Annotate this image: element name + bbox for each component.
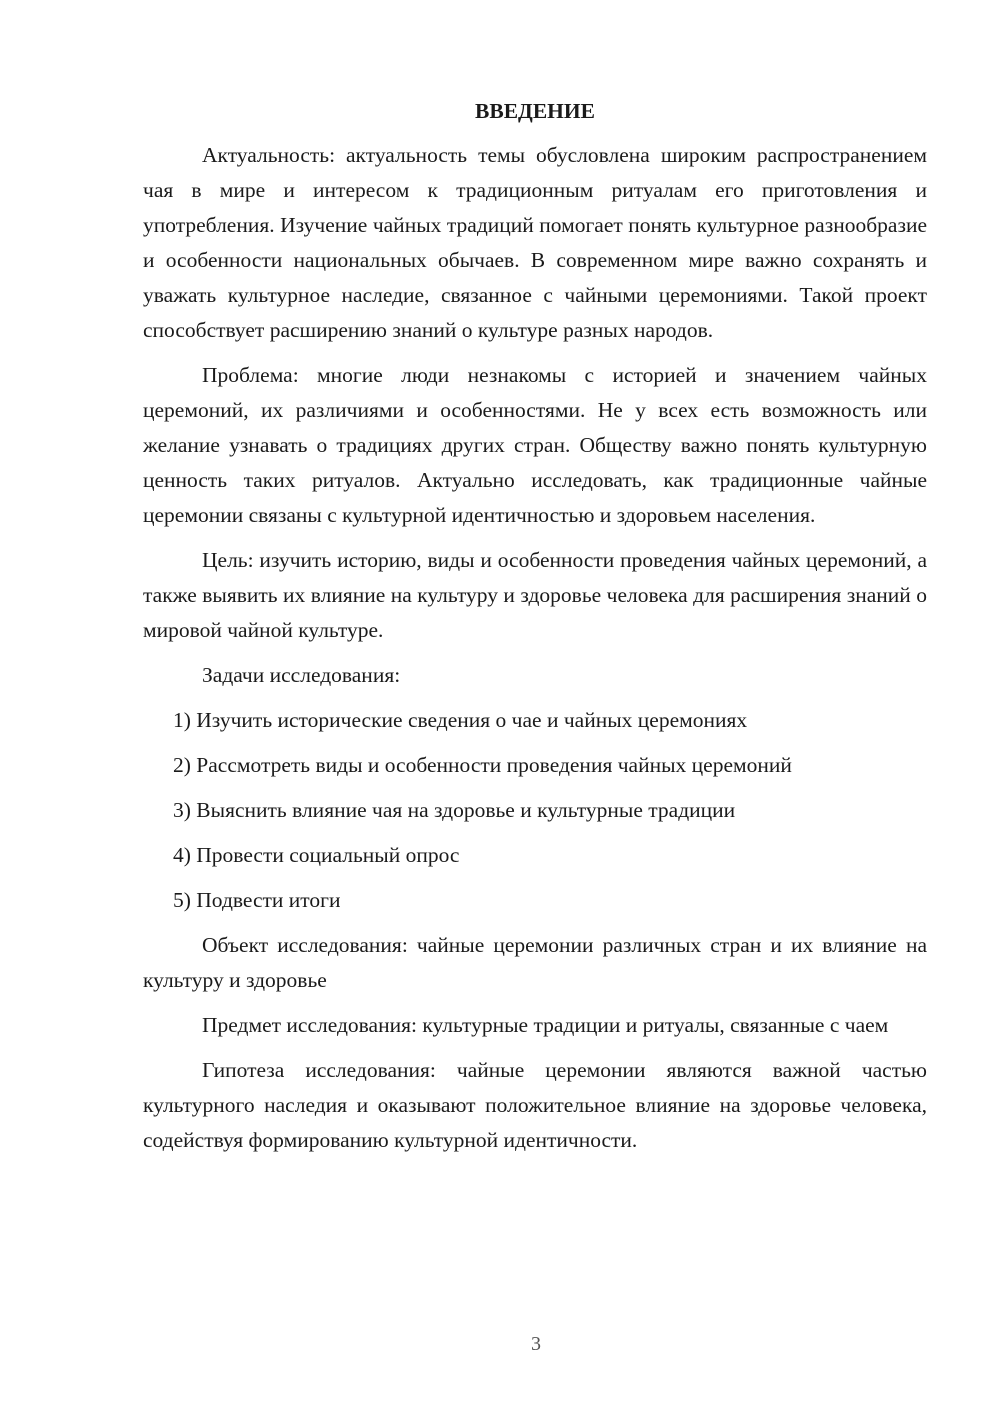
paragraph-goal: Цель: изучить историю, виды и особенности проведения чайных церемоний, а также выявить их влияние на культуру и здоровье человека для расширения знаний о мировой чайной культуре.: [143, 548, 927, 642]
page-content: [143, 96, 927, 1168]
task-item: 4) Провести социальный опрос: [173, 843, 460, 867]
section-heading: ВВЕДЕНИЕ: [475, 99, 595, 123]
paragraph-relevance: Актуальность: актуальность темы обусловлена широким распространением чая в мире и интересом к традиционным ритуалам его приготовления и употребления. Изучение чайных традиций помогает понять культурное разнообразие и особенности национальных обычаев. В современном мире важно сохранять и уважать культурное наследие, связанное с чайными церемониями. Такой проект способствует расширению знаний о культуре разных народов.: [143, 143, 927, 342]
tasks-label: Задачи исследования:: [202, 663, 401, 687]
paragraph-hypothesis: Гипотеза исследования: чайные церемонии являются важной частью культурного наследия и оказывают положительное влияние на здоровье человека, содействуя формированию культурной идентичности.: [143, 1058, 927, 1152]
task-item: 1) Изучить исторические сведения о чае и чайных церемониях: [173, 708, 748, 732]
task-item: 3) Выяснить влияние чая на здоровье и культурные традиции: [173, 798, 736, 822]
task-item: 2) Рассмотреть виды и особенности проведения чайных церемоний: [173, 753, 792, 777]
paragraph-problem: Проблема: многие люди незнакомы с историей и значением чайных церемоний, их различиями и особенностями. Не у всех есть возможность или желание узнавать о традициях других стран. Обществу важно понять культурную ценность таких ритуалов. Актуально исследовать, как традиционные чайные церемонии связаны с культурной идентичностью и здоровьем населения.: [143, 363, 927, 527]
paragraph-object: Объект исследования: чайные церемонии различных стран и их влияние на культуру и здоровье: [143, 933, 927, 992]
page-number: 3: [531, 1333, 541, 1355]
paragraph-subject: Предмет исследования: культурные традиции и ритуалы, связанные с чаем: [202, 1013, 889, 1037]
tasks-list: [143, 703, 927, 918]
task-item: 5) Подвести итоги: [173, 888, 341, 912]
